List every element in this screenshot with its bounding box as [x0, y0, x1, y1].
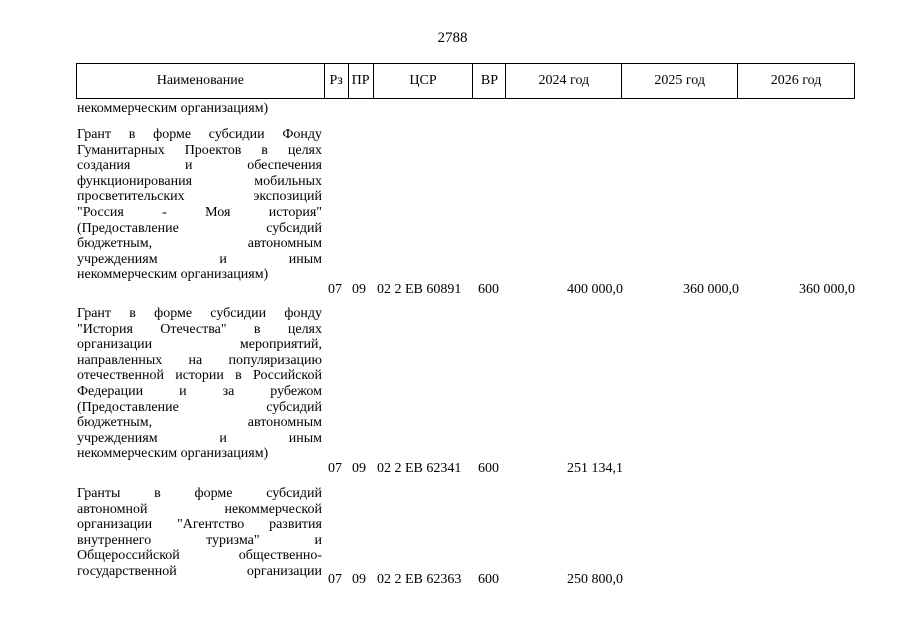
row-2-line: "История Отечества" в целях — [77, 321, 322, 337]
row-1-2024: 400 000,0 — [567, 282, 623, 297]
row-3-line: Общероссийской общественно- — [77, 548, 322, 564]
row-1-line: Грант в форме субсидии Фонду — [77, 127, 322, 142]
row-2-line: учреждениям и иным — [77, 430, 322, 446]
row-1-line: некоммерческим организациям) — [77, 267, 269, 283]
row-3-vr: 600 — [478, 572, 499, 587]
carryover-text: некоммерческим организациям) — [77, 101, 269, 116]
row-3-line: организации "Агентство развития — [77, 517, 322, 533]
row-1-vr: 600 — [478, 282, 499, 297]
table-header — [76, 63, 855, 99]
row-2-rz: 07 — [328, 461, 342, 476]
column-header-csr: ЦСР — [374, 64, 474, 98]
row-1-csr: 02 2 ЕВ 60891 — [377, 282, 462, 297]
row-1-rz: 07 — [328, 282, 342, 297]
row-1-line: "Россия - Моя история" — [77, 204, 322, 220]
row-3-csr: 02 2 ЕВ 62363 — [377, 572, 462, 587]
row-3-pr: 09 — [352, 572, 366, 587]
row-2-name — [77, 306, 322, 462]
row-1-line: Гуманитарных Проектов в целях — [77, 142, 322, 158]
column-header-name: Наименование — [77, 64, 325, 98]
row-1-line: бюджетным, автономным — [77, 236, 322, 252]
row-2-line: организации мероприятий, — [77, 337, 322, 353]
column-header-pr: ПР — [349, 64, 374, 98]
row-2-vr: 600 — [478, 461, 499, 476]
row-3-line: Гранты в форме субсидий — [77, 486, 322, 501]
row-3-line: государственной организации — [77, 563, 322, 579]
column-header-2026: 2026 год — [770, 73, 822, 88]
row-1-2026: 360 000,0 — [799, 282, 855, 297]
column-header-vr: ВР — [473, 64, 506, 98]
page-number: 2788 — [437, 30, 468, 46]
row-2-line: Федерации и за рубежом — [77, 383, 322, 399]
column-header-2024: 2024 год — [506, 64, 622, 98]
row-1-line: создания и обеспечения — [77, 158, 322, 174]
row-1-line: (Предоставление субсидий — [77, 220, 322, 236]
row-3-rz: 07 — [328, 572, 342, 587]
column-header-rz: Рз — [325, 64, 349, 98]
row-2-line: отечественной истории в Российской — [77, 368, 322, 384]
row-1-name — [77, 127, 322, 283]
row-1-2025: 360 000,0 — [683, 282, 739, 297]
row-1-pr: 09 — [352, 282, 366, 297]
column-header-2025: 2025 год — [622, 64, 738, 98]
row-1-line: учреждениям и иным — [77, 251, 322, 267]
row-3-line: внутреннего туризма" и — [77, 532, 322, 548]
row-1-line: функционирования мобильных — [77, 173, 322, 189]
row-2-2024: 251 134,1 — [567, 461, 623, 476]
row-2-line: (Предоставление субсидий — [77, 399, 322, 415]
row-2-line: направленных на популяризацию — [77, 352, 322, 368]
row-3-name — [77, 486, 322, 580]
row-2-line: Грант в форме субсидии фонду — [77, 306, 322, 321]
row-2-line: бюджетным, автономным — [77, 415, 322, 431]
row-1-line: просветительских экспозиций — [77, 189, 322, 205]
row-2-csr: 02 2 ЕВ 62341 — [377, 461, 462, 476]
row-3-line: автономной некоммерческой — [77, 501, 322, 517]
row-2-pr: 09 — [352, 461, 366, 476]
row-2-line: некоммерческим организациям) — [77, 446, 269, 462]
row-3-2024: 250 800,0 — [567, 572, 623, 587]
